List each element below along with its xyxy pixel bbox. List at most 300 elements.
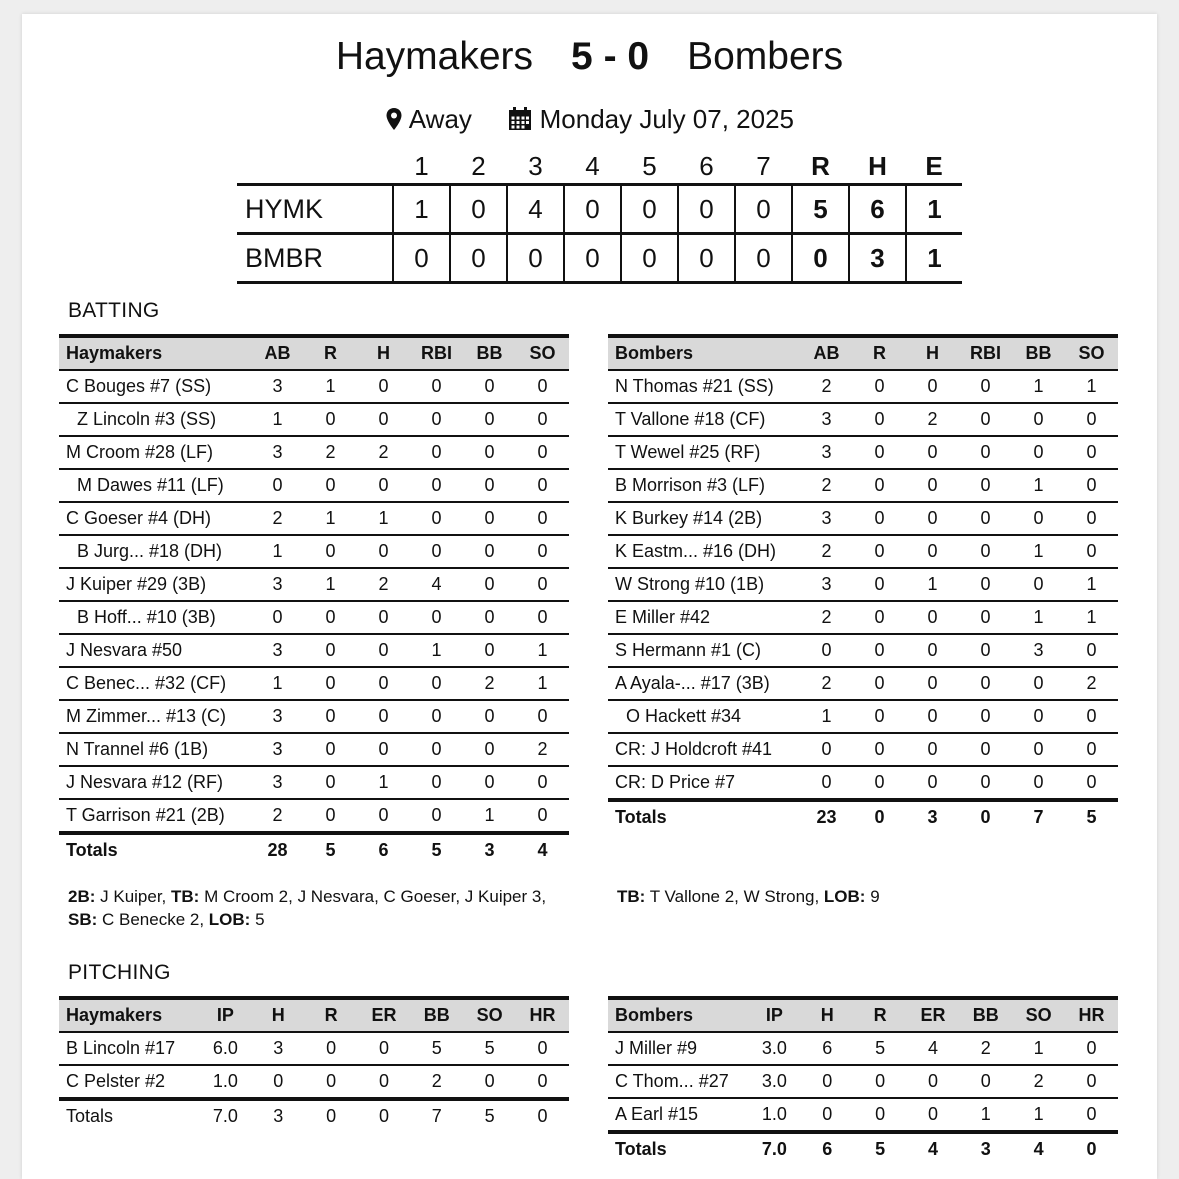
stat-value: 0 <box>516 436 569 469</box>
stat-value: 0 <box>959 568 1012 601</box>
player-name: A Ayala-... #17 (3B) <box>608 667 800 700</box>
player-row <box>608 1098 1118 1132</box>
pitching-section-title: PITCHING <box>68 961 171 984</box>
stat-value: 0 <box>305 1065 358 1099</box>
stat-value: 2 <box>800 535 853 568</box>
stat-value: 5 <box>410 1032 463 1065</box>
stat-value: 0 <box>516 799 569 833</box>
stat-value: 0 <box>959 535 1012 568</box>
stat-value: 0 <box>305 1032 358 1065</box>
player-name: J Nesvara #12 (RF) <box>59 766 251 799</box>
inning-runs: 0 <box>735 234 792 283</box>
player-name: C Bouges #7 (SS) <box>59 370 251 403</box>
totals-value: 4 <box>1033 1139 1044 1159</box>
totals-value: 6 <box>822 1139 833 1159</box>
stat-value: 1 <box>1065 601 1118 634</box>
stat-value: 2 <box>251 502 304 535</box>
totals-label: Totals <box>66 1106 114 1126</box>
totals-value: 0 <box>378 1106 389 1126</box>
stat-value: 0 <box>853 469 906 502</box>
player-name: B Jurg... #18 (DH) <box>59 535 251 568</box>
stat-value: 2 <box>410 1065 463 1099</box>
inning-runs: 0 <box>564 185 621 234</box>
note-text: J Kuiper, <box>95 887 172 906</box>
player-name: C Pelster #2 <box>59 1065 199 1099</box>
stat-value: 0 <box>463 766 516 799</box>
stat-value: 0 <box>463 403 516 436</box>
bombers-batting-notes <box>617 885 1107 908</box>
column-header: BB <box>1025 343 1052 363</box>
player-row <box>59 634 569 667</box>
stat-value: 0 <box>959 1065 1012 1098</box>
stat-value: 0 <box>906 700 959 733</box>
stat-value: 1 <box>1065 370 1118 403</box>
player-row <box>608 370 1118 403</box>
stat-value: 0 <box>959 403 1012 436</box>
stats-header-row <box>608 998 1118 1032</box>
stat-value: 0 <box>357 469 410 502</box>
stat-value: 0 <box>1012 733 1065 766</box>
column-header: SO <box>1025 1005 1052 1025</box>
player-name: Z Lincoln #3 (SS) <box>59 403 251 436</box>
inning-runs: 0 <box>450 185 507 234</box>
stats-header-row <box>608 336 1118 370</box>
note-label: TB: <box>171 887 200 906</box>
stat-value: 6.0 <box>199 1032 252 1065</box>
player-row <box>608 667 1118 700</box>
totals-value: 7.0 <box>212 1106 238 1126</box>
player-row <box>59 1032 569 1065</box>
player-name: S Hermann #1 (C) <box>608 634 800 667</box>
player-row <box>608 436 1118 469</box>
stat-value: 0 <box>1065 436 1118 469</box>
stat-value: 1 <box>251 535 304 568</box>
totals-value: 5 <box>1086 807 1097 827</box>
stat-value: 0 <box>357 370 410 403</box>
player-name: T Wewel #25 (RF) <box>608 436 800 469</box>
team-header: Haymakers <box>66 343 163 363</box>
stat-value: 0 <box>1012 436 1065 469</box>
stat-value: 2 <box>251 799 304 833</box>
column-header: H <box>926 343 939 363</box>
stat-value: 0 <box>800 766 853 800</box>
inning-header: 6 <box>699 151 714 181</box>
column-header: IP <box>216 1005 234 1025</box>
stat-value: 2 <box>959 1032 1012 1065</box>
line-score-total: 5 <box>792 185 849 234</box>
player-row <box>608 502 1118 535</box>
stat-value: 0 <box>853 733 906 766</box>
player-row <box>608 634 1118 667</box>
line-score-row <box>237 185 962 234</box>
column-header: ER <box>920 1005 946 1025</box>
location-text: Away <box>408 104 472 134</box>
note-text: C Benecke 2, <box>97 910 209 929</box>
totals-row <box>608 1132 1118 1165</box>
player-name: W Strong #10 (1B) <box>608 568 800 601</box>
player-name: T Vallone #18 (CF) <box>608 403 800 436</box>
stat-value: 0 <box>357 634 410 667</box>
player-name: B Morrison #3 (LF) <box>608 469 800 502</box>
player-name: K Burkey #14 (2B) <box>608 502 800 535</box>
stat-value: 1 <box>516 667 569 700</box>
haymakers-pitching-table <box>59 996 569 1132</box>
player-name: J Kuiper #29 (3B) <box>59 568 251 601</box>
stat-value: 3.0 <box>748 1065 801 1098</box>
column-header: HR <box>529 1005 556 1025</box>
stat-value: 0 <box>854 1065 907 1098</box>
stat-value: 0 <box>906 436 959 469</box>
totals-value: 6 <box>378 840 389 860</box>
stat-value: 2 <box>800 667 853 700</box>
stat-value: 4 <box>907 1032 960 1065</box>
note-text: M Croom 2, J Nesvara, C Goeser, J Kuiper 3, <box>199 887 547 906</box>
player-row <box>608 733 1118 766</box>
stat-value: 0 <box>853 568 906 601</box>
stat-value: 0 <box>304 700 357 733</box>
final-score: 5 - 0 <box>571 35 650 78</box>
stat-value: 3.0 <box>748 1032 801 1065</box>
player-row <box>608 535 1118 568</box>
stat-value: 0 <box>959 601 1012 634</box>
line-score-row <box>237 234 962 283</box>
player-row <box>59 469 569 502</box>
player-row <box>608 469 1118 502</box>
game-date: Monday July 07, 2025 <box>539 104 794 134</box>
stat-value: 0 <box>853 502 906 535</box>
inning-header: 7 <box>756 151 771 181</box>
stat-value: 0 <box>304 535 357 568</box>
column-header: H <box>271 1005 285 1025</box>
stats-header-row <box>59 336 569 370</box>
stat-value: 0 <box>304 799 357 833</box>
inning-header: 4 <box>585 151 600 181</box>
haymakers-batting-table <box>59 334 569 866</box>
stat-value: 0 <box>853 667 906 700</box>
stat-value: 0 <box>853 436 906 469</box>
stat-value: 0 <box>1065 469 1118 502</box>
stat-value: 0 <box>304 469 357 502</box>
stat-value: 0 <box>907 1098 960 1132</box>
player-row <box>59 601 569 634</box>
stat-value: 1 <box>906 568 959 601</box>
column-header: RBI <box>421 343 452 363</box>
stat-value: 0 <box>906 535 959 568</box>
stat-value: 0 <box>853 601 906 634</box>
stat-value: 0 <box>410 733 463 766</box>
stat-value: 0 <box>516 370 569 403</box>
column-header: SO <box>529 343 556 363</box>
stat-value: 0 <box>959 700 1012 733</box>
stat-value: 0 <box>959 667 1012 700</box>
inning-runs: 0 <box>621 234 678 283</box>
stat-value: 0 <box>410 502 463 535</box>
totals-row <box>59 1099 569 1132</box>
stat-value: 0 <box>959 436 1012 469</box>
note-text: T Vallone 2, W Strong, <box>645 887 824 906</box>
player-row <box>59 403 569 436</box>
stat-value: 0 <box>358 1032 411 1065</box>
totals-value: 7 <box>1033 807 1044 827</box>
inning-runs: 0 <box>678 185 735 234</box>
stat-value: 0 <box>410 766 463 799</box>
stat-value: 0 <box>853 634 906 667</box>
inning-runs: 0 <box>507 234 564 283</box>
player-row <box>59 799 569 833</box>
team-header: Bombers <box>615 1005 694 1025</box>
stat-value: 0 <box>1065 1032 1118 1065</box>
stat-value: 0 <box>463 535 516 568</box>
stat-value: 2 <box>800 370 853 403</box>
note-label: 2B: <box>68 887 96 906</box>
column-header: AB <box>813 343 840 363</box>
totals-value: 0 <box>874 807 885 827</box>
stat-value: 0 <box>463 370 516 403</box>
totals-value: 5 <box>431 840 442 860</box>
stat-value: 3 <box>251 370 304 403</box>
stat-value: 0 <box>516 1032 569 1065</box>
stat-value: 0 <box>357 667 410 700</box>
player-name: B Hoff... #10 (3B) <box>59 601 251 634</box>
totals-value: 5 <box>875 1139 886 1159</box>
stat-value: 0 <box>410 370 463 403</box>
stat-value: 1 <box>251 403 304 436</box>
stat-value: 3 <box>1012 634 1065 667</box>
stat-value: 0 <box>410 799 463 833</box>
stat-value: 0 <box>516 469 569 502</box>
stat-value: 0 <box>252 1065 305 1099</box>
stat-value: 0 <box>853 403 906 436</box>
player-name: CR: D Price #7 <box>608 766 800 800</box>
player-row <box>59 436 569 469</box>
stat-value: 0 <box>463 502 516 535</box>
player-name: B Lincoln #17 <box>59 1032 199 1065</box>
total-header: H <box>868 151 887 181</box>
player-row <box>59 502 569 535</box>
stat-value: 0 <box>304 733 357 766</box>
stat-value: 0 <box>304 667 357 700</box>
stat-value: 0 <box>906 502 959 535</box>
column-header: BB <box>423 1005 450 1025</box>
inning-header: 5 <box>642 151 657 181</box>
player-row <box>608 700 1118 733</box>
stat-value: 1 <box>1065 568 1118 601</box>
stat-value: 0 <box>1065 502 1118 535</box>
stat-value: 0 <box>516 766 569 799</box>
stat-value: 0 <box>516 535 569 568</box>
stat-value: 0 <box>357 601 410 634</box>
stat-value: 0 <box>410 535 463 568</box>
column-header: R <box>324 343 337 363</box>
stat-value: 0 <box>516 502 569 535</box>
column-header: IP <box>765 1005 783 1025</box>
totals-label: Totals <box>615 1139 667 1159</box>
stat-value: 0 <box>1065 733 1118 766</box>
stat-value: 2 <box>357 436 410 469</box>
inning-header: 2 <box>471 151 486 181</box>
stat-value: 1 <box>304 370 357 403</box>
stat-value: 2 <box>800 469 853 502</box>
totals-label: Totals <box>615 807 667 827</box>
stat-value: 3 <box>252 1032 305 1065</box>
note-label: LOB: <box>823 887 866 906</box>
stat-value: 0 <box>357 733 410 766</box>
stat-value: 0 <box>463 568 516 601</box>
player-name: N Thomas #21 (SS) <box>608 370 800 403</box>
stat-value: 3 <box>800 568 853 601</box>
inning-runs: 0 <box>735 185 792 234</box>
stat-value: 0 <box>959 502 1012 535</box>
stat-value: 3 <box>800 502 853 535</box>
stat-value: 0 <box>853 535 906 568</box>
stat-value: 0 <box>516 601 569 634</box>
stat-value: 2 <box>1012 1065 1065 1098</box>
inning-runs: 0 <box>564 234 621 283</box>
stat-value: 1 <box>251 667 304 700</box>
column-header: RBI <box>970 343 1001 363</box>
line-score-team: BMBR <box>245 242 324 273</box>
game-meta <box>0 104 1179 135</box>
inning-runs: 4 <box>507 185 564 234</box>
line-score-total: 1 <box>906 234 962 283</box>
column-header: R <box>873 1005 887 1025</box>
column-header: BB <box>476 343 503 363</box>
stat-value: 0 <box>410 601 463 634</box>
player-name: A Earl #15 <box>608 1098 748 1132</box>
stat-value: 0 <box>463 469 516 502</box>
player-name: O Hackett #34 <box>608 700 800 733</box>
stat-value: 2 <box>463 667 516 700</box>
column-header: BB <box>972 1005 999 1025</box>
stat-value: 0 <box>357 403 410 436</box>
column-header: R <box>873 343 886 363</box>
player-row <box>59 667 569 700</box>
stat-value: 0 <box>853 766 906 800</box>
stat-value: 0 <box>463 1065 516 1099</box>
home-team-name: Haymakers <box>335 35 534 78</box>
stat-value: 0 <box>251 601 304 634</box>
player-row <box>608 766 1118 800</box>
batting-section-title: BATTING <box>68 299 160 322</box>
stat-value: 0 <box>1012 568 1065 601</box>
line-score-total: 6 <box>849 185 906 234</box>
totals-value: 0 <box>326 1106 337 1126</box>
line-score-table <box>237 150 962 284</box>
line-score-body <box>237 185 962 283</box>
location-pin-icon <box>385 104 403 134</box>
stat-value: 0 <box>959 733 1012 766</box>
stat-value: 3 <box>251 733 304 766</box>
totals-label: Totals <box>66 840 118 860</box>
inning-runs: 0 <box>678 234 735 283</box>
player-name: K Eastm... #16 (DH) <box>608 535 800 568</box>
player-row <box>608 1065 1118 1098</box>
stat-value: 0 <box>304 634 357 667</box>
stat-value: 1 <box>1012 601 1065 634</box>
stat-value: 0 <box>516 1065 569 1099</box>
stat-value: 1.0 <box>748 1098 801 1132</box>
stat-value: 3 <box>800 403 853 436</box>
totals-value: 28 <box>267 840 288 860</box>
stat-value: 1.0 <box>199 1065 252 1099</box>
inning-runs: 0 <box>621 185 678 234</box>
totals-value: 3 <box>927 807 938 827</box>
line-score-total: 1 <box>906 185 962 234</box>
totals-row <box>59 833 569 866</box>
column-header: ER <box>371 1005 397 1025</box>
stat-value: 0 <box>906 766 959 800</box>
player-name: M Zimmer... #13 (C) <box>59 700 251 733</box>
stat-value: 1 <box>304 568 357 601</box>
player-row <box>608 601 1118 634</box>
stat-value: 0 <box>1065 766 1118 800</box>
line-score-header <box>237 150 962 185</box>
stat-value: 0 <box>801 1065 854 1098</box>
totals-value: 0 <box>1086 1139 1097 1159</box>
away-team-name: Bombers <box>687 35 844 78</box>
player-row <box>59 766 569 799</box>
team-header: Bombers <box>615 343 694 363</box>
totals-value: 4 <box>537 840 548 860</box>
stat-value: 1 <box>410 634 463 667</box>
stat-value: 3 <box>251 700 304 733</box>
stat-value: 0 <box>357 799 410 833</box>
totals-value: 3 <box>980 1139 991 1159</box>
stat-value: 0 <box>1012 766 1065 800</box>
note-label: LOB: <box>208 910 251 929</box>
stat-value: 0 <box>906 733 959 766</box>
stat-value: 1 <box>516 634 569 667</box>
inning-header: 1 <box>414 151 429 181</box>
total-header: E <box>925 151 943 181</box>
stat-value: 0 <box>357 700 410 733</box>
stat-value: 3 <box>251 568 304 601</box>
stat-value: 0 <box>1065 1065 1118 1098</box>
player-name: J Nesvara #50 <box>59 634 251 667</box>
inning-runs: 1 <box>393 185 450 234</box>
stat-value: 0 <box>463 601 516 634</box>
stat-value: 0 <box>1065 535 1118 568</box>
player-row <box>59 568 569 601</box>
stat-value: 0 <box>463 733 516 766</box>
bombers-pitching-table <box>608 996 1118 1165</box>
stat-value: 0 <box>410 436 463 469</box>
totals-value: 23 <box>816 807 837 827</box>
player-row <box>59 370 569 403</box>
stat-value: 0 <box>800 634 853 667</box>
stat-value: 1 <box>959 1098 1012 1132</box>
calendar-icon <box>508 104 532 134</box>
player-row <box>608 1032 1118 1065</box>
game-title <box>0 35 1179 79</box>
stat-value: 1 <box>357 766 410 799</box>
stat-value: 0 <box>800 733 853 766</box>
stat-value: 0 <box>959 469 1012 502</box>
stat-value: 0 <box>906 601 959 634</box>
stat-value: 3 <box>251 436 304 469</box>
stat-value: 0 <box>410 700 463 733</box>
player-row <box>608 403 1118 436</box>
stat-value: 0 <box>1065 634 1118 667</box>
stat-value: 0 <box>358 1065 411 1099</box>
stat-value: 1 <box>800 700 853 733</box>
note-text: 9 <box>865 887 880 906</box>
totals-value: 5 <box>325 840 336 860</box>
stat-value: 0 <box>854 1098 907 1132</box>
player-row <box>59 733 569 766</box>
stat-value: 2 <box>357 568 410 601</box>
stat-value: 0 <box>1012 403 1065 436</box>
